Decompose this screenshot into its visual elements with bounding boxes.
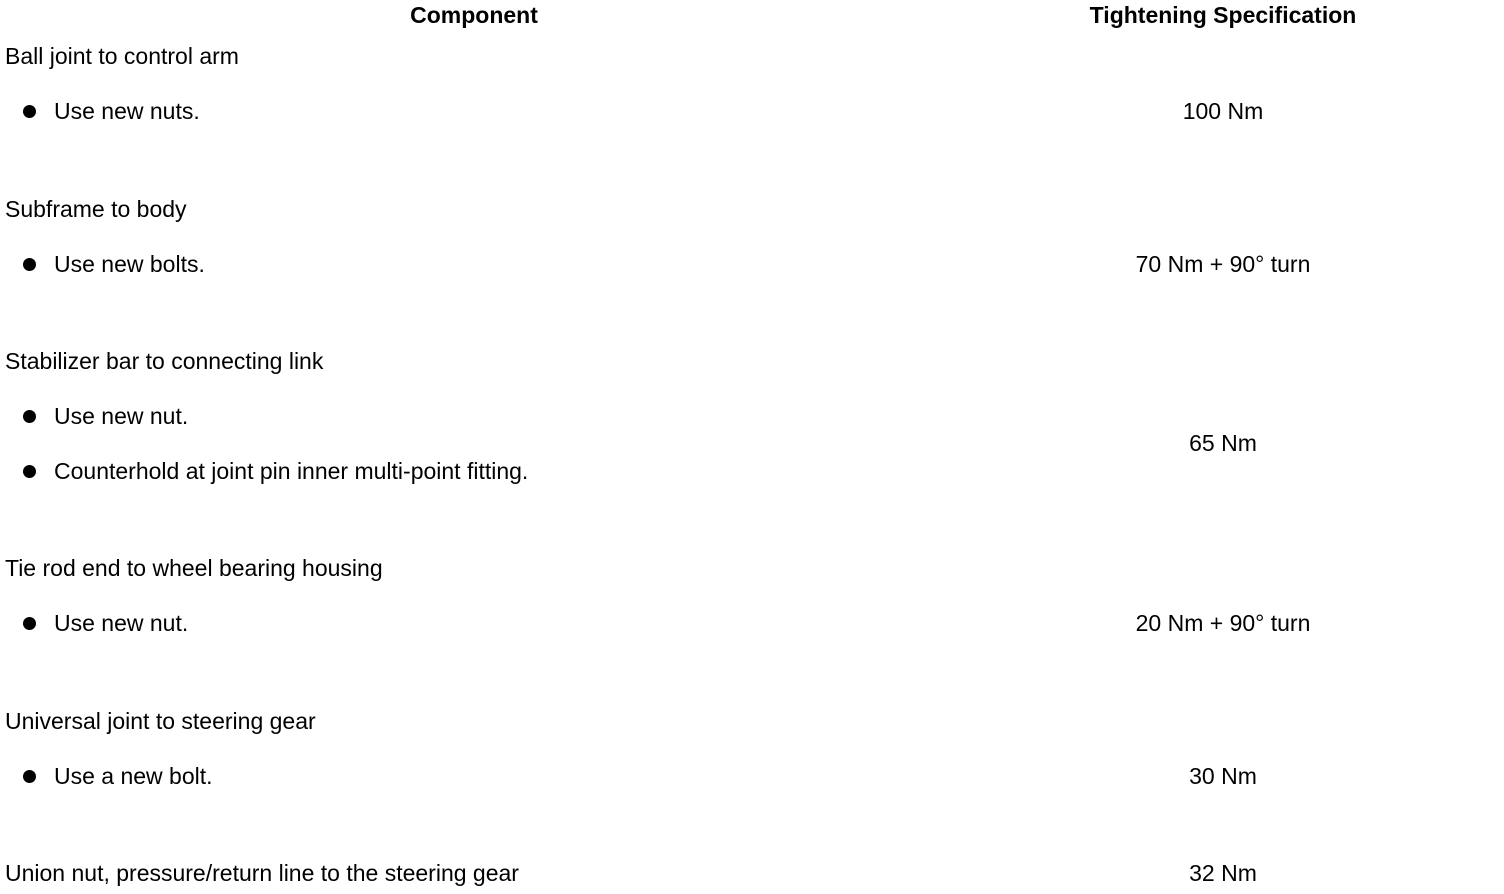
component-name: Stabilizer bar to connecting link (5, 348, 324, 374)
note-text: Counterhold at joint pin inner multi-point fitting. (54, 458, 529, 484)
tightening-spec: 65 Nm (1189, 430, 1257, 456)
component-name: Ball joint to control arm (5, 43, 239, 69)
bullet-icon (23, 105, 36, 118)
header-component: Component (410, 2, 538, 28)
tightening-spec: 70 Nm + 90° turn (1135, 251, 1311, 277)
component-name: Universal joint to steering gear (5, 708, 316, 734)
component-name: Subframe to body (5, 196, 187, 222)
note-text: Use new nut. (54, 403, 189, 429)
note-text: Use new nuts. (54, 98, 200, 124)
component-name: Union nut, pressure/return line to the steering gear (5, 860, 519, 886)
bullet-icon (23, 258, 36, 271)
note-text: Use new bolts. (54, 251, 205, 277)
tightening-spec: 100 Nm (1182, 98, 1264, 124)
bullet-icon (23, 617, 36, 630)
bullet-icon (23, 770, 36, 783)
bullet-icon (23, 465, 36, 478)
header-tightening-specification: Tightening Specification (1089, 2, 1357, 28)
tightening-spec: 32 Nm (1189, 860, 1257, 886)
bullet-icon (23, 410, 36, 423)
component-name: Tie rod end to wheel bearing housing (5, 555, 383, 581)
tightening-spec: 20 Nm + 90° turn (1135, 610, 1311, 636)
tightening-spec: 30 Nm (1189, 763, 1257, 789)
note-text: Use a new bolt. (54, 763, 213, 789)
note-text: Use new nut. (54, 610, 189, 636)
